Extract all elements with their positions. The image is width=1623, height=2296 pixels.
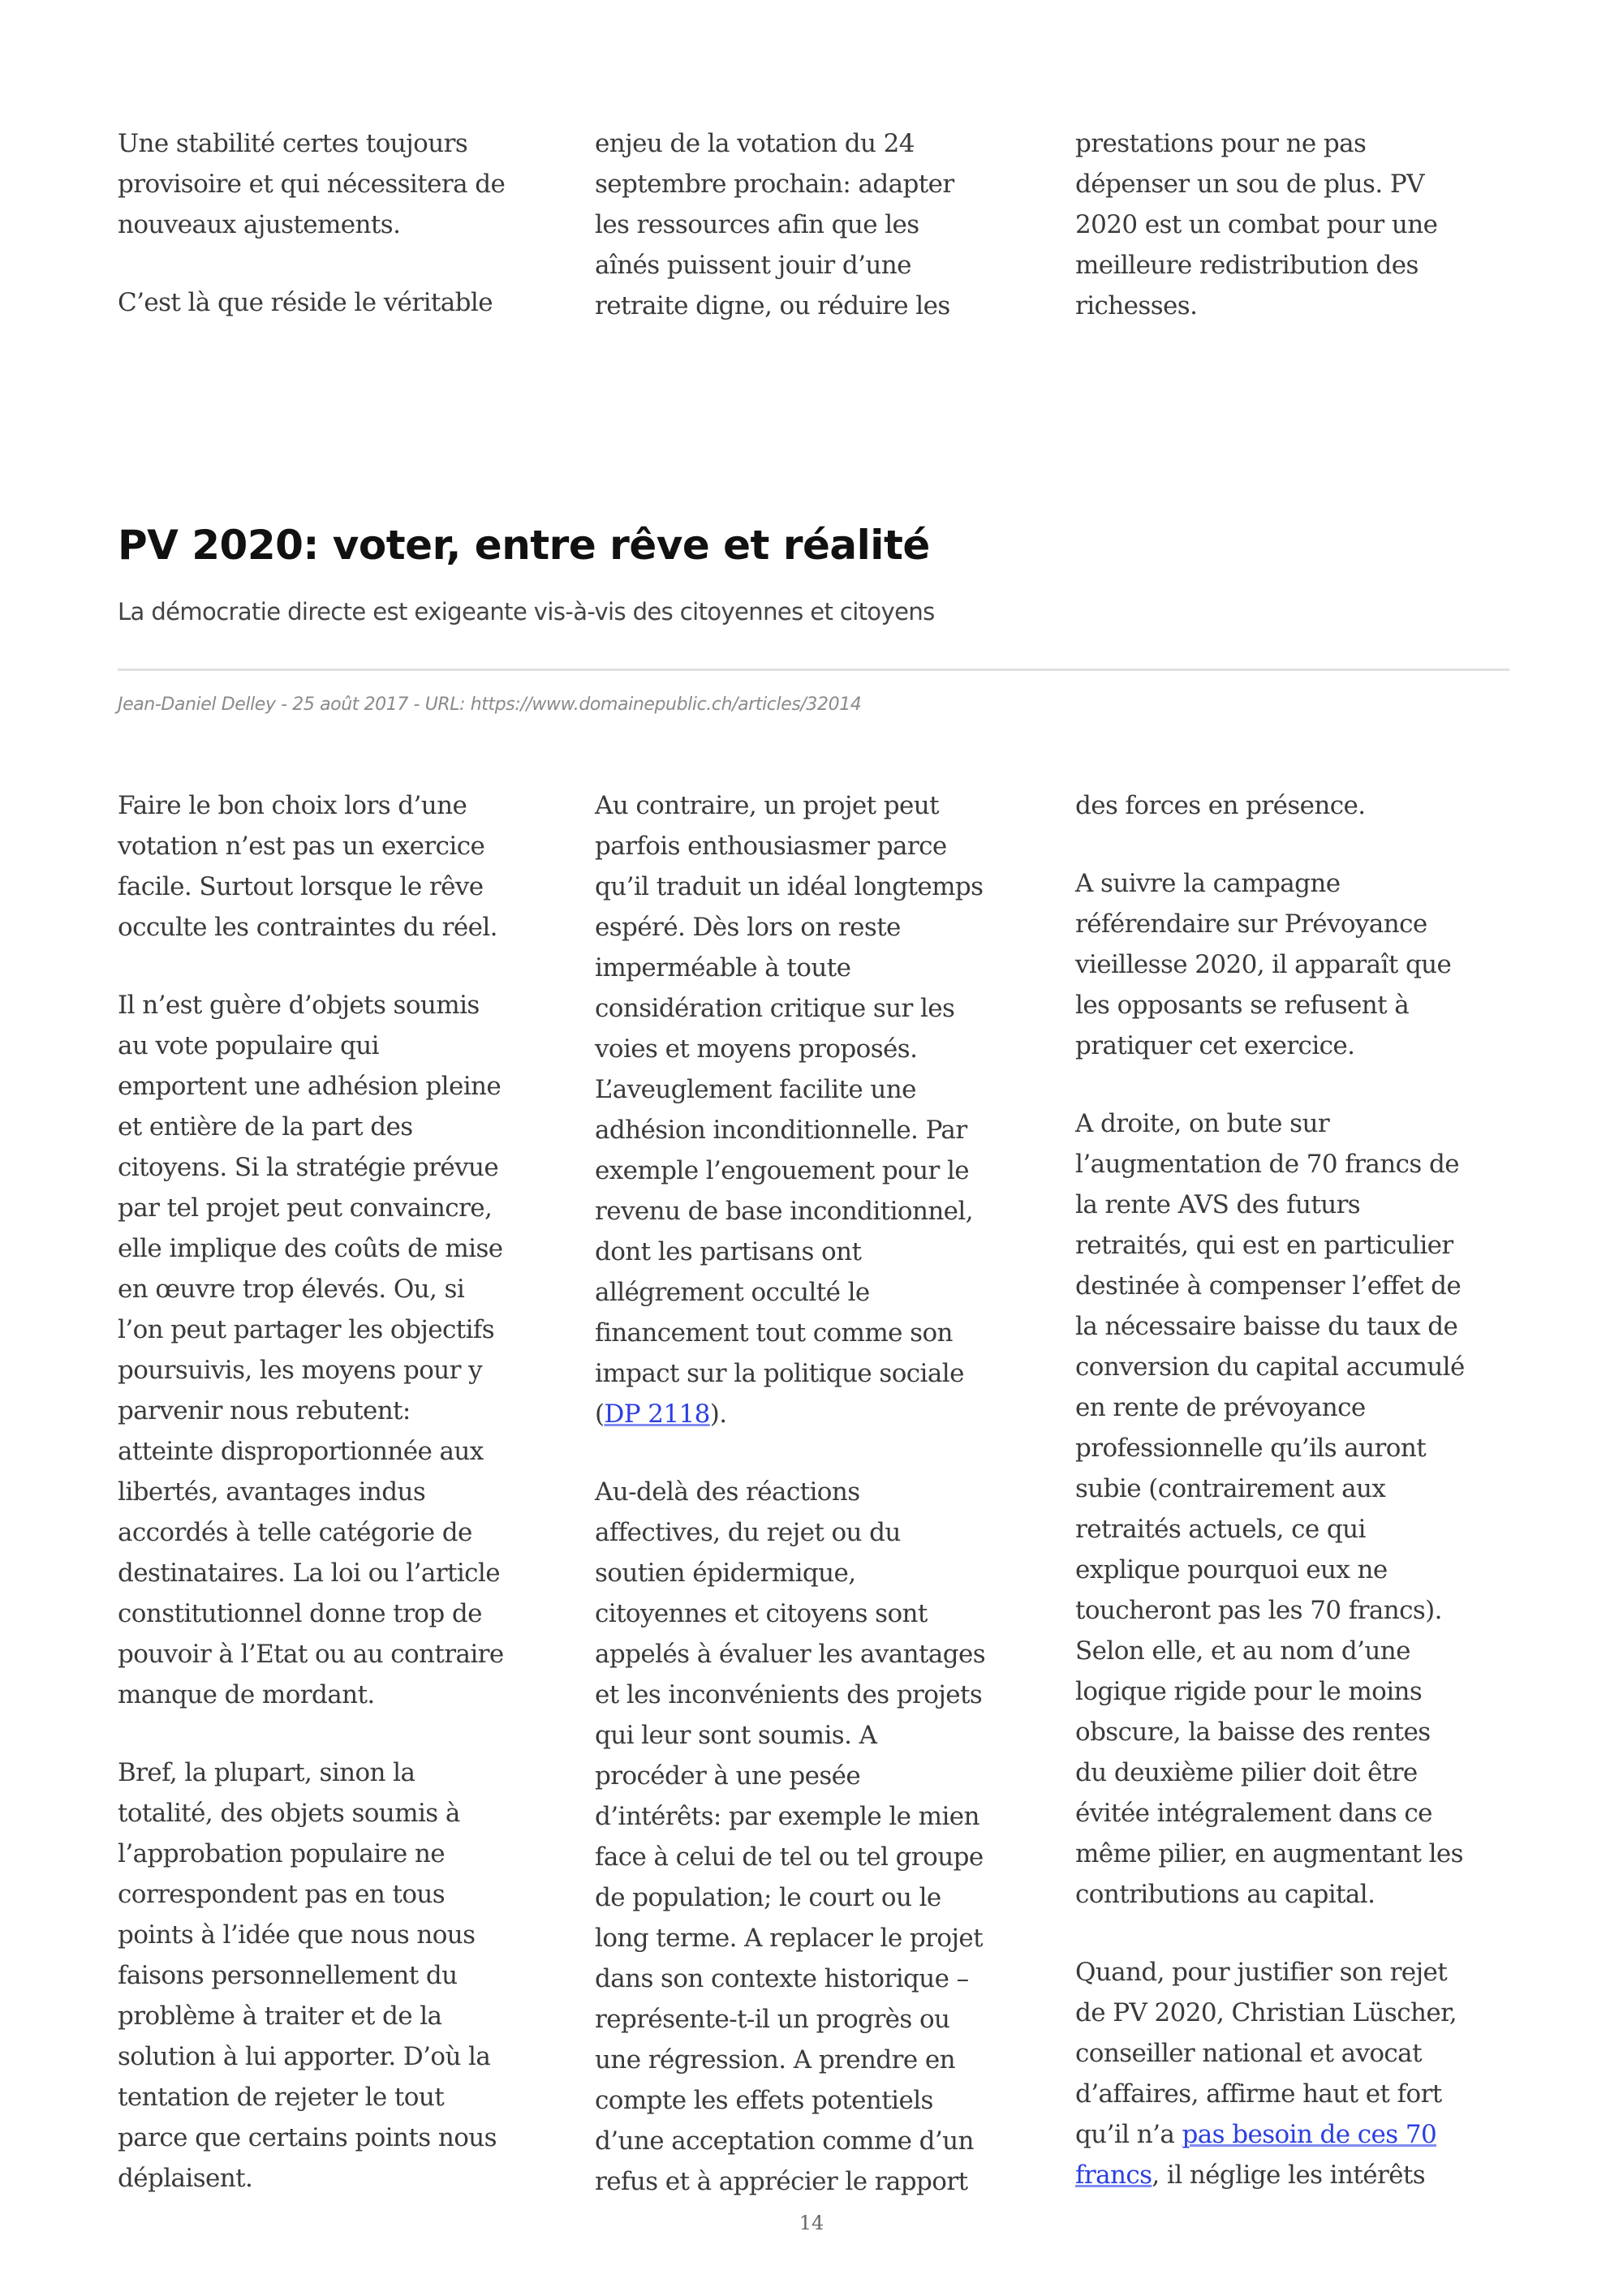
text-line: dépenser un sou de plus. PV — [1075, 170, 1424, 199]
text-line: long terme. A replacer le projet — [595, 1924, 983, 1953]
text-line: accordés à telle catégorie de — [118, 1518, 472, 1547]
text-line: professionnelle qu’ils auront — [1075, 1434, 1427, 1463]
inline-link[interactable]: pas besoin de ces 70 — [1182, 2120, 1437, 2149]
paragraph — [118, 1752, 584, 2199]
text-line: 2020 est un combat pour une — [1075, 210, 1438, 239]
text-line: et entière de la part des — [118, 1112, 413, 1142]
text-line: adhésion inconditionnelle. Par — [595, 1116, 967, 1145]
text-line: soutien épidermique, — [595, 1559, 856, 1588]
text-line: Quand, pour justifier son rejet — [1075, 1958, 1448, 1987]
text-line: A droite, on bute sur — [1075, 1109, 1330, 1138]
text-line: conseiller national et avocat — [1075, 2039, 1422, 2068]
text-line: revenu de base inconditionnel, — [595, 1197, 973, 1226]
text-line: Selon elle, et au nom d’une — [1075, 1636, 1410, 1666]
text-line: les opposants se refusent à — [1075, 991, 1410, 1020]
text-line: Au contraire, un projet peut — [595, 791, 939, 820]
paragraph — [1075, 1103, 1542, 1915]
text-line: parce que certains points nous — [118, 2123, 497, 2152]
text-line: Une stabilité certes toujours — [118, 129, 468, 158]
text-line: une régression. A prendre en — [595, 2045, 955, 2075]
text-line: problème à traiter et de la — [118, 2001, 442, 2031]
text-line: richesses. — [1075, 291, 1198, 320]
text-line: en rente de prévoyance — [1075, 1393, 1366, 1422]
text-line: même pilier, en augmentant les — [1075, 1839, 1463, 1868]
paragraph — [595, 1472, 1061, 2202]
text-line: voies et moyens proposés. — [595, 1034, 918, 1064]
text-line: la nécessaire baisse du taux de — [1075, 1312, 1458, 1341]
text-line: appelés à évaluer les avantages — [595, 1640, 986, 1669]
article-byline: Jean-Daniel Delley - 25 août 2017 - URL: https://www.domainepublic.ch/articles/32014 — [118, 694, 862, 715]
text-line: facile. Surtout lorsque le rêve — [118, 872, 484, 901]
text-line: L’aveuglement facilite une — [595, 1075, 916, 1104]
text-line: poursuivis, les moyens pour y — [118, 1356, 483, 1385]
text-line: du deuxième pilier doit être — [1075, 1758, 1418, 1787]
prev-article-column-2 — [595, 123, 1061, 326]
inline-text: ). — [709, 1400, 727, 1429]
text-line: nouveaux ajustements. — [118, 210, 401, 239]
text-line: libertés, avantages indus — [118, 1477, 426, 1507]
text-line: totalité, des objets soumis à — [118, 1799, 460, 1828]
text-line: impact sur la politique sociale — [595, 1359, 964, 1388]
text-line: compte les effets potentiels — [595, 2086, 933, 2115]
paragraph — [595, 123, 1061, 326]
article-column-3 — [1075, 785, 1542, 2195]
text-line: citoyens. Si la stratégie prévue — [118, 1153, 499, 1182]
article-column-2 — [595, 785, 1061, 2202]
text-line: retraités, qui est en particulier — [1075, 1231, 1453, 1260]
text-line: logique rigide pour le moins — [1075, 1677, 1423, 1706]
text-line: les ressources afin que les — [595, 210, 919, 239]
text-line: des forces en présence. — [1075, 791, 1366, 820]
text-line: constitutionnel donne trop de — [118, 1599, 482, 1628]
text-line: citoyennes et citoyens sont — [595, 1599, 928, 1628]
text-line: financement tout comme son — [595, 1318, 953, 1348]
text-line: retraite digne, ou réduire les — [595, 291, 950, 320]
text-line: faisons personnellement du — [118, 1961, 458, 1990]
text-line: emportent une adhésion pleine — [118, 1072, 502, 1101]
text-line: évitée intégralement dans ce — [1075, 1799, 1432, 1828]
text-line: points à l’idée que nous nous — [118, 1920, 476, 1950]
paragraph — [595, 785, 1061, 1434]
inline-text: qu’il n’a — [1075, 2120, 1182, 2149]
text-line: explique pourquoi eux ne — [1075, 1555, 1388, 1584]
text-line: vieillesse 2020, il apparaît que — [1075, 950, 1452, 979]
paragraph — [118, 282, 584, 323]
text-line: de PV 2020, Christian Lüscher, — [1075, 1998, 1457, 2027]
text-line: parvenir nous rebutent: — [118, 1396, 411, 1425]
paragraph — [1075, 785, 1542, 826]
text-line: toucheront pas les 70 francs). — [1075, 1596, 1442, 1625]
inline-link[interactable]: DP 2118 — [604, 1400, 710, 1429]
text-line: affectives, du rejet ou du — [595, 1518, 901, 1547]
text-line: par tel projet peut convaincre, — [118, 1193, 493, 1223]
text-line — [1075, 2155, 1542, 2195]
inline-text: , il néglige les intérêts — [1152, 2161, 1426, 2190]
header-divider — [118, 669, 1509, 671]
text-line: représente-t-il un progrès ou — [595, 2005, 950, 2034]
text-line: enjeu de la votation du 24 — [595, 129, 915, 158]
paragraph — [118, 123, 584, 245]
paragraph — [118, 785, 584, 948]
text-line: tentation de rejeter le tout — [118, 2083, 445, 2112]
text-line: retraités actuels, ce qui — [1075, 1515, 1366, 1544]
text-line: solution à lui apporter. D’où la — [118, 2042, 491, 2071]
text-line: qu’il traduit un idéal longtemps — [595, 872, 984, 901]
text-line: correspondent pas en tous — [118, 1880, 446, 1909]
text-line: aînés puissent jouir d’une — [595, 251, 911, 280]
text-line: pouvoir à l’Etat ou au contraire — [118, 1640, 504, 1669]
text-line: provisoire et qui nécessitera de — [118, 170, 506, 199]
text-line: l’approbation populaire ne — [118, 1839, 445, 1868]
paragraph — [118, 985, 584, 1715]
text-line: manque de mordant. — [118, 1680, 375, 1709]
text-line: d’une acceptation comme d’un — [595, 2126, 974, 2156]
text-line: dont les partisans ont — [595, 1237, 862, 1266]
text-line: votation n’est pas un exercice — [118, 832, 485, 861]
article-subtitle: La démocratie directe est exigeante vis-à-vis des citoyennes et citoyens — [118, 598, 935, 626]
text-line: référendaire sur Prévoyance — [1075, 909, 1427, 939]
text-line: prestations pour ne pas — [1075, 129, 1367, 158]
text-line: refus et à apprécier le rapport — [595, 2167, 968, 2196]
text-line: C’est là que réside le véritable — [118, 288, 493, 317]
text-line: destinataires. La loi ou l’article — [118, 1559, 500, 1588]
article-column-1 — [118, 785, 584, 2199]
text-line: l’augmentation de 70 francs de — [1075, 1150, 1459, 1179]
text-line: d’affaires, affirme haut et fort — [1075, 2079, 1442, 2109]
text-line: A suivre la campagne — [1075, 869, 1341, 898]
text-line: Au-delà des réactions — [595, 1477, 860, 1507]
text-line: espéré. Dès lors on reste — [595, 913, 901, 942]
paragraph — [1075, 123, 1542, 326]
text-line: l’on peut partager les objectifs — [118, 1315, 495, 1344]
text-line: elle implique des coûts de mise — [118, 1234, 503, 1263]
text-line: Faire le bon choix lors d’une — [118, 791, 467, 820]
inline-text: ( — [595, 1400, 605, 1429]
text-line — [595, 1394, 1061, 1434]
text-line: imperméable à toute — [595, 953, 851, 982]
paragraph — [1075, 863, 1542, 1066]
text-line: destinée à compenser l’effet de — [1075, 1271, 1462, 1301]
text-line: atteinte disproportionnée aux — [118, 1437, 484, 1466]
text-line: meilleure redistribution des — [1075, 251, 1419, 280]
text-line: exemple l’engouement pour le — [595, 1156, 970, 1185]
prev-article-column-3 — [1075, 123, 1542, 326]
paragraph — [1075, 1952, 1542, 2195]
text-line: face à celui de tel ou tel groupe — [595, 1842, 984, 1872]
text-line: qui leur sont soumis. A — [595, 1721, 877, 1750]
text-line: et les inconvénients des projets — [595, 1680, 983, 1709]
text-line: procéder à une pesée — [595, 1761, 861, 1791]
text-line: la rente AVS des futurs — [1075, 1190, 1361, 1219]
inline-link[interactable]: francs — [1075, 2161, 1152, 2190]
text-line: au vote populaire qui — [118, 1031, 379, 1060]
text-line: en œuvre trop élevés. Ou, si — [118, 1275, 465, 1304]
text-line: pratiquer cet exercice. — [1075, 1031, 1355, 1060]
text-line: septembre prochain: adapter — [595, 170, 954, 199]
text-line: Bref, la plupart, sinon la — [118, 1758, 415, 1787]
text-line: Il n’est guère d’objets soumis — [118, 991, 480, 1020]
text-line: déplaisent. — [118, 2164, 253, 2193]
text-line: subie (contrairement aux — [1075, 1474, 1386, 1503]
text-line: allégrement occulté le — [595, 1278, 870, 1307]
prev-article-column-1 — [118, 123, 584, 323]
page-number: 14 — [799, 2212, 824, 2234]
text-line: occulte les contraintes du réel. — [118, 913, 497, 942]
article-title: PV 2020: voter, entre rêve et réalité — [118, 522, 930, 569]
text-line: obscure, la baisse des rentes — [1075, 1718, 1431, 1747]
text-line: conversion du capital accumulé — [1075, 1352, 1465, 1382]
text-line — [1075, 2114, 1542, 2155]
text-line: considération critique sur les — [595, 994, 955, 1023]
text-line: de population; le court ou le — [595, 1883, 941, 1912]
text-line: dans son contexte historique – — [595, 1964, 969, 1993]
text-line: d’intérêts: par exemple le mien — [595, 1802, 979, 1831]
text-line: contributions au capital. — [1075, 1880, 1375, 1909]
text-line: parfois enthousiasmer parce — [595, 832, 947, 861]
